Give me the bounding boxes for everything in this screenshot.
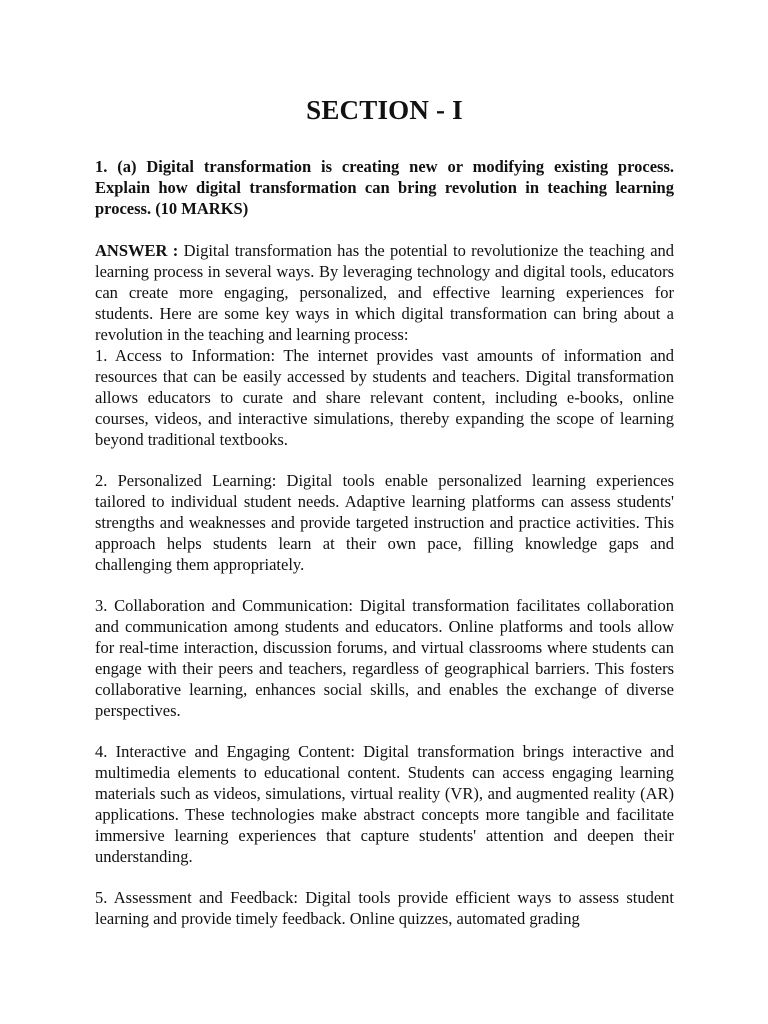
- point-interactive-content: 4. Interactive and Engaging Content: Digital transformation brings interactive and multimedia elements to educational content. Students can access engaging learning materials such as videos, simulations, virtual reality (VR), and augmented reality (AR) applications. These technologies make abstract concepts more tangible and facilitate immersive learning experiences that capture students' attention and deepen their understanding.: [95, 742, 674, 866]
- question-text: 1. (a) Digital transformation is creating new or modifying existing process. Explain how digital transformation can bring revolution in teaching learning process. (10 MARKS): [95, 157, 674, 218]
- point-collaboration-communication: 3. Collaboration and Communication: Digital transformation facilitates collaboration and communication among students and educators. Online platforms and tools allow for real-time interaction, discussion forums, and virtual classrooms where students can engage with their peers and teachers, regardless of geographical barriers. This fosters collaborative learning, enhances social skills, and enables the exchange of diverse perspectives.: [95, 596, 674, 720]
- point-access-to-information: 1. Access to Information: The internet provides vast amounts of information and resources that can be easily accessed by students and teachers. Digital transformation allows educators to curate and share relevant content, including e-books, online courses, videos, and interactive simulations, thereby expanding the scope of learning beyond traditional textbooks.: [95, 346, 674, 449]
- section-title: SECTION - I: [306, 95, 463, 125]
- answer-intro-paragraph: [95, 240, 674, 345]
- document-body: [95, 90, 674, 929]
- point-assessment-feedback: 5. Assessment and Feedback: Digital tools provide efficient ways to assess student learning and provide timely feedback. Online quizzes, automated grading: [95, 888, 674, 928]
- point-personalized-learning: 2. Personalized Learning: Digital tools enable personalized learning experiences tailored to individual student needs. Adaptive learning platforms can assess students' strengths and weaknesses and provide targeted instruction and practice activities. This approach helps students learn at their own pace, filling knowledge gaps and challenging them appropriately.: [95, 471, 674, 574]
- answer-intro-text: Digital transformation has the potential to revolutionize the teaching and learning process in several ways. By leveraging technology and digital tools, educators can create more engaging, personalized, and effective learning experiences for students. Here are some key ways in which digital transformation can bring about a revolution in the teaching and learning process:: [95, 241, 675, 344]
- answer-label: ANSWER :: [95, 241, 179, 260]
